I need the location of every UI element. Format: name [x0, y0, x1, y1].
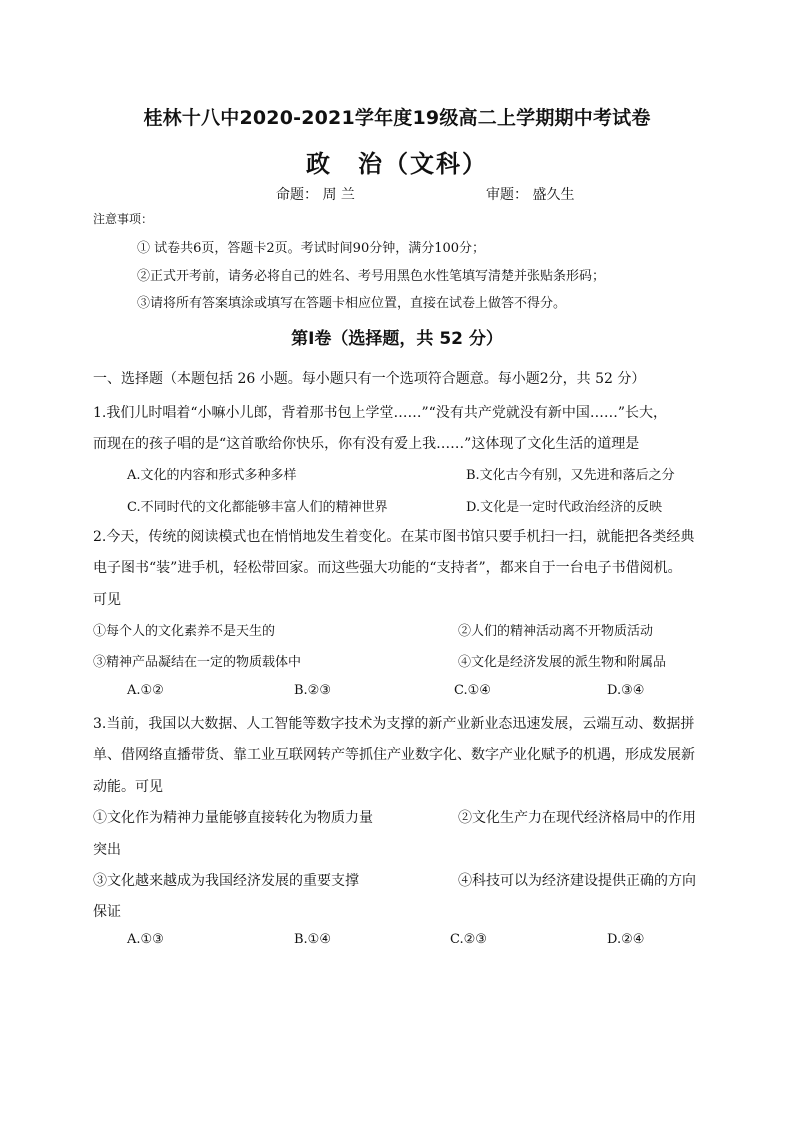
question-1-option-a: A.文化的内容和形式多种多样	[127, 468, 297, 483]
question-3-option-d: D.②④	[607, 932, 645, 947]
question-3-line: 3.当前，我国以大数据、人工智能等数字技术为支撑的新产业新业态迅速发展，云端互动、数据拼	[93, 716, 695, 732]
question-3-option-a: A.①③	[127, 932, 164, 947]
question-2-option-b: B.②③	[294, 683, 331, 698]
subject-title: 政 治（文科）	[306, 150, 488, 178]
question-3-line: 动能。可见	[93, 779, 163, 795]
setter-label: 命题： 周 兰	[276, 187, 355, 203]
question-1-option-d: D.文化是一定时代政治经济的反映	[466, 500, 663, 515]
question-2-line: 2.今天，传统的阅读模式也在悄悄地发生着变化。在某市图书馆只要手机扫一扫，就能把各类经典	[93, 529, 695, 545]
question-2-line: 电子图书“装”进手机，轻松带回家。而这些强大功能的“支持者”，都来自于一台电子书借阅机。	[93, 560, 682, 576]
question-3-statement: ④科技可以为经济建设提供正确的方向	[458, 873, 696, 889]
question-3-option-b: B.①④	[294, 932, 331, 947]
question-3-statement: 突出	[93, 842, 121, 858]
question-2-option-d: D.③④	[607, 683, 645, 698]
question-2-statement: ①每个人的文化素养不是天生的	[93, 624, 276, 639]
question-1-line: 而现在的孩子唱的是“这首歌给你快乐，你有没有爱上我……”这体现了文化生活的道理是	[93, 436, 640, 452]
reviewer-label: 审题： 盛久生	[486, 187, 575, 203]
question-2-line: 可见	[93, 592, 121, 608]
question-2-statement: ④文化是经济发展的派生物和附属品	[458, 655, 667, 670]
question-1-line: 1.我们儿时唱着“小嘛小儿郎，背着那书包上学堂……”“没有共产党就没有新中国……”长大，	[93, 405, 667, 421]
notice-item: ②正式开考前，请务必将自己的姓名、考号用黑色水性笔填写清楚并张贴条形码；	[137, 269, 606, 284]
question-2-option-c: C.①④	[454, 683, 491, 698]
section-instruction: 一、选择题（本题包括 26 小题。每小题只有一个选项符合题意。每小题2分，共 52 分）	[93, 371, 646, 387]
question-3-statement: ②文化生产力在现代经济格局中的作用	[458, 810, 696, 826]
question-2-option-a: A.①②	[127, 683, 164, 698]
question-3-statement: ①文化作为精神力量能够直接转化为物质力量	[93, 810, 373, 826]
question-2-statement: ③精神产品凝结在一定的物质载体中	[93, 655, 302, 670]
notice-item: ③请将所有答案填涂或填写在答题卡相应位置，直接在试卷上做答不得分。	[137, 296, 567, 311]
question-3-option-c: C.②③	[450, 932, 487, 947]
question-3-statement: 保证	[93, 904, 121, 920]
question-1-option-b: B.文化古今有别，又先进和落后之分	[466, 468, 675, 483]
exam-title: 桂林十八中2020-2021学年度19级高二上学期期中考试卷	[143, 107, 651, 129]
question-2-statement: ②人们的精神活动离不开物质活动	[458, 624, 654, 639]
section-title: 第Ⅰ卷（选择题，共 52 分）	[291, 329, 503, 349]
notice-item: ① 试卷共6页，答题卡2页。考试时间90分钟，满分100分；	[137, 241, 486, 256]
question-1-option-c: C.不同时代的文化都能够丰富人们的精神世界	[127, 500, 388, 515]
question-3-statement: ③文化越来越成为我国经济发展的重要支撑	[93, 873, 359, 889]
notice-heading: 注意事项：	[93, 212, 154, 226]
question-3-line: 单、借网络直播带货、靠工业互联网转产等抓住产业数字化、数字产业化赋予的机遇，形成发展新	[93, 747, 695, 763]
